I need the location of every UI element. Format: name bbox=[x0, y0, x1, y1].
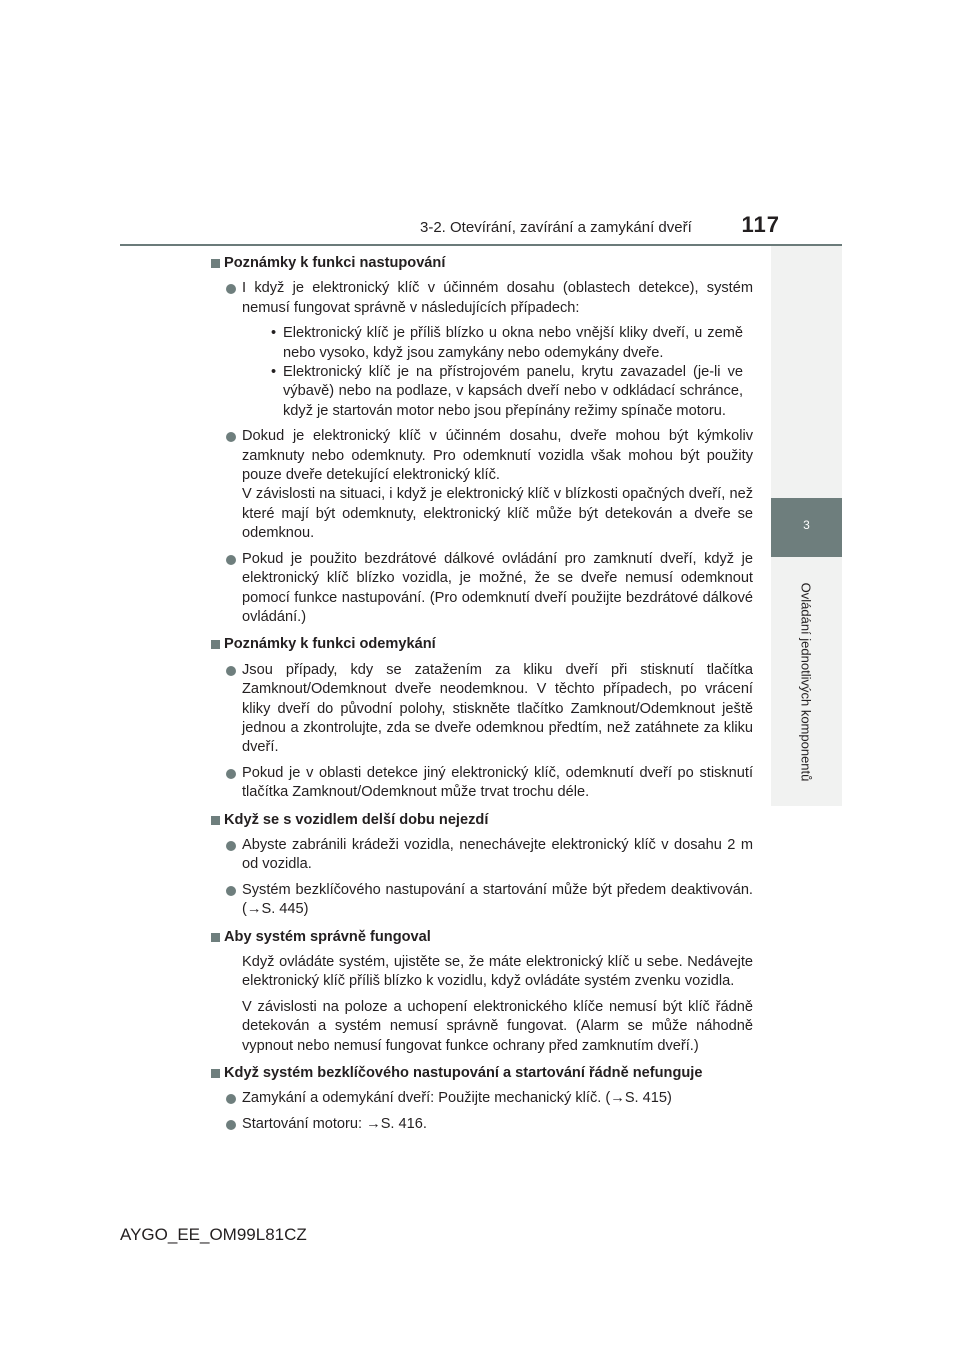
section bbox=[210, 811, 753, 920]
small-bullet-icon: • bbox=[271, 364, 277, 381]
section-title: Aby systém správně fungoval bbox=[210, 928, 753, 947]
section bbox=[210, 1064, 753, 1134]
bullet-item bbox=[210, 279, 753, 421]
circle-bullet-icon bbox=[226, 1120, 236, 1130]
bullet-text: Jsou případy, kdy se zatažením za kliku dveří při stisknutí tlačítka Zamknout/Odemknout dveře neodemknou. V těchto případech, po vrácení kliky dveří do původní polohy, stiskněte tlačítko Zamknout/Odemknout ještě jednou a zkontrolujte, zda se dveře odemknou předtím, než zatáhnete za kliku dveří. bbox=[242, 661, 753, 756]
circle-bullet-icon bbox=[226, 769, 236, 779]
chapter-tab-label: Ovládání jednotlivých komponentů bbox=[798, 582, 814, 782]
bullet-item bbox=[210, 1089, 753, 1108]
document-code: AYGO_EE_OM99L81CZ bbox=[120, 1225, 307, 1244]
bullet-item bbox=[210, 764, 753, 803]
section bbox=[210, 928, 753, 1056]
bullet-text: Pokud je použito bezdrátové dálkové ovládání pro zamknutí dveří, když je elektronický klíč blízko vozidla, je možné, že se dveře nemusí odemknout pomocí funkce nastupování. (Pro odemknutí dveří použijte bezdrátové dálkové ovládání.) bbox=[242, 550, 753, 625]
square-bullet-icon bbox=[211, 816, 220, 825]
sub-item: • Elektronický klíč je na přístrojovém panelu, krytu zavazadel (je-li ve výbavě) nebo na podlaze, v kapsách dveří nebo v odkládací schránce, když je startován motor nebo jsou přepínány režimy spínače motoru. bbox=[271, 364, 743, 419]
circle-bullet-icon bbox=[226, 1094, 236, 1104]
bullet-text: Startování motoru: →S. 416. bbox=[242, 1115, 427, 1132]
sub-list bbox=[242, 324, 753, 421]
bullet-text: Abyste zabránili krádeži vozidla, nenechávejte elektronický klíč v dosahu 2 m od vozidla. bbox=[242, 836, 753, 873]
circle-bullet-icon bbox=[226, 886, 236, 896]
square-bullet-icon bbox=[211, 640, 220, 649]
bullet-text: I když je elektronický klíč v účinném dosahu (oblastech detekce), systém nemusí fungovat správně v následujících případech: bbox=[242, 280, 753, 316]
bullet-text: Dokud je elektronický klíč v účinném dosahu, dveře mohou být kýmkoliv zamknuty nebo odemknuty. Pro odemknutí vozidla však mohou být použity pouze dveře detekující elektronický klíč. bbox=[242, 428, 753, 484]
section-title: Když se s vozidlem delší dobu nejezdí bbox=[210, 811, 753, 830]
bullet-text: Pokud je v oblasti detekce jiný elektronický klíč, odemknutí dveří po stisknutí tlačítka Zamknout/Odemknout může trvat trochu déle. bbox=[242, 764, 753, 801]
section-title: Když systém bezklíčového nastupování a startování řádně nefunguje bbox=[210, 1064, 753, 1083]
bullet-item bbox=[210, 550, 753, 628]
section bbox=[210, 254, 753, 627]
bullet-item bbox=[210, 427, 753, 543]
paragraph: Když ovládáte systém, ujistěte se, že máte elektronický klíč u sebe. Nedávejte elektronický klíč příliš blízko k vozidlu, když ovládáte systém zvenku vozidla. bbox=[242, 954, 753, 990]
chapter-tab-number: 3 bbox=[803, 518, 810, 532]
content bbox=[210, 254, 753, 1142]
section-title: Poznámky k funkci nastupování bbox=[210, 254, 753, 273]
bullet-text: Systém bezklíčového nastupování a startování může být předem deaktivován. (→S. 445) bbox=[242, 881, 753, 918]
square-bullet-icon bbox=[211, 933, 220, 942]
circle-bullet-icon bbox=[226, 284, 236, 294]
header-section-title: 3-2. Otevírání, zavírání a zamykání dveří bbox=[420, 219, 692, 236]
paragraph: V závislosti na poloze a uchopení elektronického klíče nemusí být klíč řádně detekován a systém nemusí správně fungovat. (Alarm se může náhodně vypnout nebo nemusí fungovat funkce ochrany před zamknutím dveří.) bbox=[242, 998, 753, 1054]
circle-bullet-icon bbox=[226, 555, 236, 565]
circle-bullet-icon bbox=[226, 432, 236, 442]
bullet-item bbox=[210, 836, 753, 875]
header-rule bbox=[120, 244, 842, 246]
circle-bullet-icon bbox=[226, 666, 236, 676]
bullet-item bbox=[210, 881, 753, 920]
small-bullet-icon: • bbox=[271, 325, 277, 342]
circle-bullet-icon bbox=[226, 841, 236, 851]
bullet-item bbox=[210, 661, 753, 758]
bullet-text: Zamykání a odemykání dveří: Použijte mechanický klíč. (→S. 415) bbox=[242, 1090, 672, 1107]
square-bullet-icon bbox=[211, 1069, 220, 1078]
page-number: 117 bbox=[741, 212, 780, 237]
sub-item: • Elektronický klíč je příliš blízko u okna nebo vnější kliky dveří, u země nebo vysoko, když jsou zamykány nebo odemykány dveře. bbox=[271, 325, 743, 361]
section bbox=[210, 635, 753, 802]
bullet-item bbox=[210, 1115, 753, 1134]
bullet-text: V závislosti na situaci, i když je elektronický klíč v blízkosti opačných dveří, než které mají být odemknuty, elektronický klíč může být detekován a dveře se odemknou. bbox=[242, 486, 753, 542]
section-title: Poznámky k funkci odemykání bbox=[210, 635, 753, 654]
square-bullet-icon bbox=[211, 259, 220, 268]
